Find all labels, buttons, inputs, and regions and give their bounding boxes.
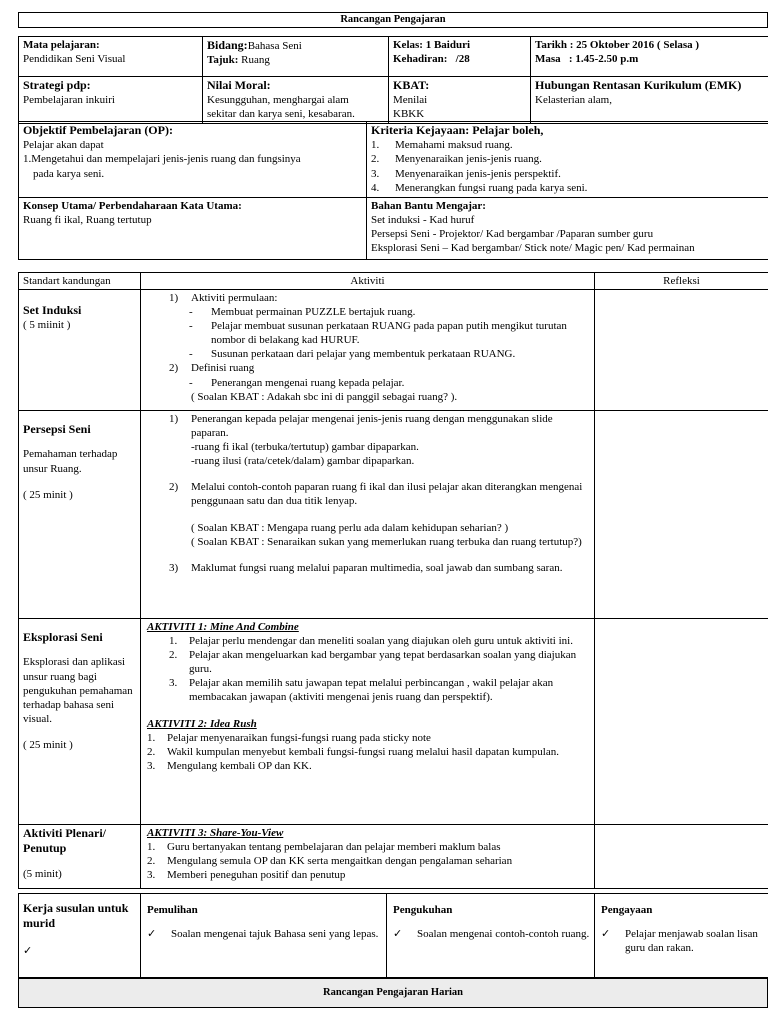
kehadiran-label: Kehadiran:: [393, 53, 448, 66]
header-title: Rancangan Pengajaran: [340, 14, 446, 25]
eksplorasi-refleksi: [595, 619, 768, 825]
activity-1-item: Pelajar akan memilih satu jawapan tepat melalui perbincangan , wakil pelajar akan membacakan jawapan (aktiviti mengenai jenis ruang dan perspektif).: [189, 677, 554, 704]
nilai-cell: [203, 77, 389, 124]
masa-label: Masa: [535, 53, 561, 66]
masa-value: : 1.45-2.50 p.m: [568, 53, 639, 66]
bidang-cell: [203, 37, 389, 77]
persepsi-p1b: -ruang ilusi (rata/cetek/dalam) gambar dipaparkan.: [191, 455, 415, 468]
plenari-activities: AKTIVITI 3: Share-You-View 1. Guru bertanyakan tentang pembelajaran dan pelajar memberi maklum balas 2. Mengulang semula OP dan KK serta mengaitkan dengan pengalaman seharian 3. Memberi peneguhan positif dan penutup: [141, 825, 595, 889]
persepsi-p1a: -ruang fi ikal (terbuka/tertutup) gambar dipaparkan.: [191, 441, 419, 454]
bahan-label: Bahan Bantu Mengajar:: [371, 200, 486, 212]
kbat-label: KBAT:: [393, 78, 430, 92]
kbat-cell: [389, 77, 531, 124]
kelas-label: Kelas: 1 Baiduri: [393, 39, 471, 51]
persepsi-q2: ( Soalan KBAT : Senaraikan sukan yang memerlukan ruang terbuka dan ruang tertutup?): [191, 535, 582, 548]
eksplorasi-desc: Eksplorasi dan aplikasi unsur ruang bagi pengukuhan pemahaman terhadap bahasa seni visual.: [23, 656, 133, 725]
footer-title-bar: [18, 978, 768, 1008]
activity-table: [18, 272, 768, 889]
kk-item: 4. Menerangkan fungsi ruang pada karya seni.: [371, 181, 588, 194]
kk-label: Kriteria Kejayaan: Pelajar boleh,: [371, 123, 544, 137]
emk-label: Hubungan Rentasan Kurikulum (EMK): [535, 78, 742, 92]
emk-value: Kelasterian alam,: [535, 94, 612, 107]
persepsi-title: Persepsi Seni: [23, 422, 91, 437]
strategi-label: Strategi pdp:: [23, 78, 91, 92]
kbat-value-2: KBKK: [393, 108, 425, 121]
persepsi-activities: 1) Penerangan kepada pelajar mengenai jenis-jenis ruang dengan menggunakan slide paparan. -ruang fi ikal (terbuka/tertutup) gambar dipaparkan. -ruang ilusi (rata/cetek/dalam) gambar dipaparkan. 2) Melalui contoh-contoh paparan ruang fi ikal dan ilusi pelajar akan diterangkan mengenai penggunaan satu dan dua titik lenyap. ( Soalan KBAT : Mengapa ruang perlu ada dalam kehidupan seharian? ) ( Soalan KBAT : Senaraikan sukan yang memerlukan ruang terbuka dan ruang tertutup?) 3) Maklumat fungsi ruang melalui paparan multimedia, soal jawab dan sumbang saran.: [141, 411, 595, 619]
bahan-line-3: Eksplorasi Seni – Kad bergambar/ Stick note/ Magic pen/ Kad permainan: [371, 242, 695, 255]
eksplorasi-cell: [19, 619, 141, 825]
set-induksi-activities: 1) Aktiviti permulaan: - Membuat permainan PUZZLE bertajuk ruang. - Pelajar membuat susunan perkataan RUANG pada papan putih mengikut turutan nombor di belakang kad HURUF. - Susunan perkataan dari pelajar yang membentuk perkataan RUANG. 2) Definisi ruang - Penerangan mengenai ruang kepada pelajar. ( Soalan KBAT : Adakah sbc ini di panggil sebagai ruang? ).: [141, 290, 595, 411]
tarikh-cell: [531, 37, 768, 77]
set-induksi-title: Set Induksi: [23, 303, 82, 318]
strategi-cell: [19, 77, 203, 124]
op-label: Objektif Pembelajaran (OP):: [23, 123, 173, 137]
check-icon: ✓: [393, 928, 403, 941]
info-table: [18, 36, 768, 124]
tarikh-text: Tarikh : 25 Oktober 2016 ( Selasa ): [535, 39, 700, 51]
mata-cell: [19, 37, 203, 77]
kerja-susulan-table: [18, 893, 768, 978]
check-icon: ✓: [147, 928, 157, 941]
kerja-title: Kerja susulan untuk murid: [23, 901, 129, 931]
header-title-bar: [18, 12, 768, 28]
kk-item: 1. Memahami maksud ruang.: [371, 139, 513, 152]
persepsi-p3: Maklumat fungsi ruang melalui paparan multimedia, soal jawab dan sumbang saran.: [191, 561, 563, 574]
set-induksi-kbat-question: ( Soalan KBAT : Adakah sbc ini di panggil sebagai ruang? ).: [191, 390, 458, 403]
persepsi-refleksi: [595, 411, 768, 619]
eksplorasi-time: ( 25 minit ): [23, 738, 73, 751]
eksplorasi-activities: AKTIVITI 1: Mine And Combine 1. Pelajar perlu mendengar dan meneliti soalan yang diajukan oleh guru untuk aktiviti ini. 2. Pelajar akan mengeluarkan kad bergambar yang tepat berdasarkan soalan yang diajukan guru. 3. Pelajar akan memilih satu jawapan tepat melalui perbincangan , wakil pelajar akan membacakan jawapan (aktiviti mengenai jenis ruang dan perspektif). AKTIVITI 2: Idea Rush 1. Pelajar menyenaraikan fungsi-fungsi ruang pada sticky note 2. Wakil kumpulan menyebut kembali fungsi-fungsi ruang melalui hasil dapatan kumpulan. 3. Mengulang kembali OP dan KK.: [141, 619, 595, 825]
bahan-cell: [367, 198, 768, 260]
footer-title: Rancangan Pengajaran Harian: [322, 987, 463, 998]
col-header-standart: Standart kandungan: [19, 273, 141, 290]
pengukuhan-text: Soalan mengenai contoh-contoh ruang.: [417, 928, 590, 941]
pengayaan-label: Pengayaan: [601, 904, 653, 916]
plenari-cell: [19, 825, 141, 889]
check-icon: ✓: [601, 928, 611, 941]
eksplorasi-title: Eksplorasi Seni: [23, 630, 103, 645]
activity-3-item: Mengulang semula OP dan KK serta mengaitkan dengan pengalaman seharian: [167, 855, 513, 868]
pemulihan-label: Pemulihan: [147, 904, 198, 916]
tajuk-label: Tajuk:: [207, 54, 239, 67]
strategi-value: Pembelajaran inkuiri: [23, 94, 115, 107]
activity-2-item: Pelajar menyenaraikan fungsi-fungsi ruang pada sticky note: [167, 731, 431, 744]
kk-cell: [367, 122, 768, 198]
pemulihan-text: Soalan mengenai tajuk Bahasa seni yang lepas.: [171, 928, 379, 941]
konsep-value: Ruang fi ikal, Ruang tertutup: [23, 214, 152, 227]
set-induksi-refleksi: [595, 290, 768, 411]
set-induksi-a2: Definisi ruang: [191, 362, 255, 375]
persepsi-q1: ( Soalan KBAT : Mengapa ruang perlu ada dalam kehidupan seharian? ): [191, 521, 509, 534]
konsep-cell: [19, 198, 367, 260]
persepsi-desc: Pemahaman terhadap unsur Ruang.: [23, 448, 118, 475]
mata-value: Pendidikan Seni Visual: [23, 53, 126, 66]
persepsi-p1: Penerangan kepada pelajar mengenai jenis-jenis ruang dengan menggunakan slide paparan.: [191, 413, 553, 440]
activity-3-item: Guru bertanyakan tentang pembelajaran dan pelajar memberi maklum balas: [167, 841, 501, 854]
kelas-cell: [389, 37, 531, 77]
op-line-3: pada karya seni.: [33, 167, 105, 180]
set-induksi-a2-sub: Penerangan mengenai ruang kepada pelajar.: [211, 376, 405, 389]
mata-label: Mata pelajaran:: [23, 39, 100, 51]
bidang-value: Bahasa Seni: [247, 40, 302, 52]
set-induksi-a1-sub: Membuat permainan PUZZLE bertajuk ruang.: [211, 306, 416, 319]
kerja-cell: [19, 894, 141, 978]
activity-2-item: Mengulang kembali OP dan KK.: [167, 759, 312, 772]
persepsi-cell: [19, 411, 141, 619]
pengukuhan-label: Pengukuhan: [393, 904, 453, 916]
bahan-line-2: Persepsi Seni - Projektor/ Kad bergambar /Paparan sumber guru: [371, 228, 654, 241]
kbat-value-1: Menilai: [393, 94, 428, 107]
activity-3-item: Memberi peneguhan positif dan penutup: [167, 869, 346, 882]
konsep-label: Konsep Utama/ Perbendaharaan Kata Utama:: [23, 200, 242, 212]
col-header-aktiviti: Aktiviti: [141, 273, 595, 290]
kk-item: 2. Menyenaraikan jenis-jenis ruang.: [371, 153, 542, 166]
set-induksi-cell: [19, 290, 141, 411]
persepsi-time: ( 25 minit ): [23, 488, 73, 501]
pengayaan-text: Pelajar menjawab soalan lisan guru dan rakan.: [625, 928, 758, 955]
emk-cell: [531, 77, 768, 124]
nilai-value-1: Kesungguhan, menghargai alam: [207, 94, 349, 107]
activity-3-title: AKTIVITI 3: Share-You-View: [147, 827, 284, 840]
activity-1-item: Pelajar akan mengeluarkan kad bergambar yang tepat berdasarkan soalan yang diajukan guru.: [189, 649, 577, 676]
bahan-line-1: Set induksi - Kad huruf: [371, 214, 475, 227]
op-line-2: 1.Mengetahui dan mempelajari jenis-jenis ruang dan fungsinya: [23, 153, 301, 166]
col-header-refleksi: Refleksi: [595, 273, 768, 290]
activity-2-title: AKTIVITI 2: Idea Rush: [147, 717, 257, 730]
nilai-value-2: sekitar dan karya seni, kesabaran.: [207, 108, 355, 121]
activity-1-item: Pelajar perlu mendengar dan meneliti soalan yang diajukan oleh guru untuk aktiviti ini.: [189, 635, 573, 648]
bidang-label: Bidang:: [207, 38, 248, 52]
plenari-time: (5 minit): [23, 867, 62, 880]
kehadiran-value: /28: [455, 53, 470, 66]
tajuk-value: Ruang: [238, 54, 270, 67]
check-icon: ✓: [23, 944, 33, 957]
pengukuhan-cell: [387, 894, 595, 978]
set-induksi-a1-sub: Pelajar membuat susunan perkataan RUANG pada papan putih mengikut turutan nombor di belakang kad HURUF.: [211, 320, 567, 347]
kk-item: 3. Menyenaraikan jenis-jenis perspektif.: [371, 167, 561, 180]
op-line-1: Pelajar akan dapat: [23, 139, 104, 152]
plenari-refleksi: [595, 825, 768, 889]
nilai-label: Nilai Moral:: [207, 78, 271, 92]
set-induksi-a1-sub: Susunan perkataan dari pelajar yang membentuk perkataan RUANG.: [211, 348, 516, 361]
persepsi-p2: Melalui contoh-contoh paparan ruang fi ikal dan ilusi pelajar akan diterangkan mengenai penggunaan satu dan dua titik lenyap.: [191, 481, 583, 508]
objective-table: [18, 121, 768, 260]
set-induksi-a1: Aktiviti permulaan:: [191, 292, 278, 305]
activity-2-item: Wakil kumpulan menyebut kembali fungsi-fungsi ruang melalui hasil dapatan kumpulan.: [167, 745, 559, 758]
activity-1-title: AKTIVITI 1: Mine And Combine: [147, 621, 299, 634]
op-cell: [19, 122, 367, 198]
pengayaan-cell: [595, 894, 768, 978]
pemulihan-cell: [141, 894, 387, 978]
plenari-title: Aktiviti Plenari/ Penutup: [23, 826, 106, 856]
set-induksi-time: ( 5 miinit ): [23, 319, 71, 332]
